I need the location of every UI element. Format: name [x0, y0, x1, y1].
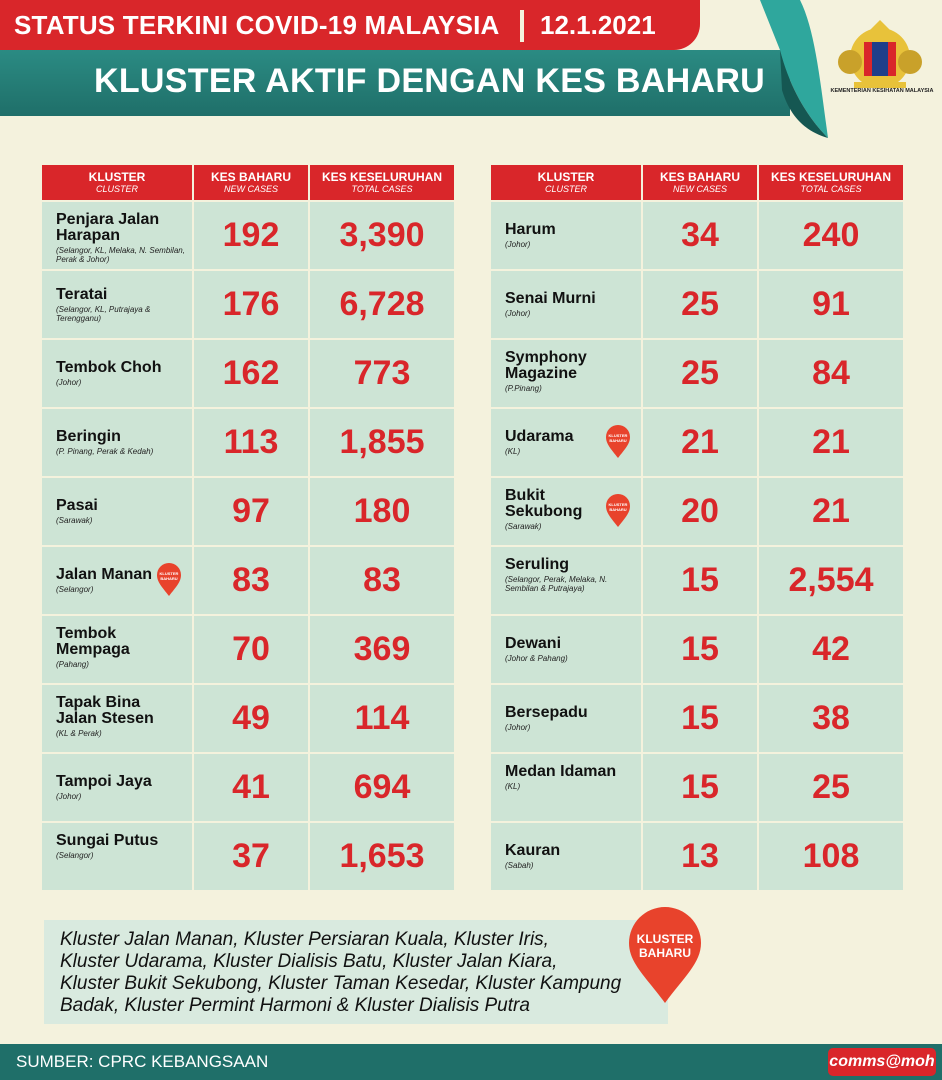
cluster-region: (Johor) — [56, 792, 82, 801]
source-label: SUMBER: CPRC KEBANGSAAN — [16, 1052, 269, 1071]
new-cases-value: 83 — [194, 547, 308, 614]
total-cases-value: 114 — [310, 685, 454, 752]
cluster-region: (Johor) — [56, 378, 82, 387]
total-cases-value: 180 — [310, 478, 454, 545]
new-cases-value: 41 — [194, 754, 308, 821]
table-header — [491, 165, 903, 200]
cluster-cell — [491, 478, 641, 545]
cluster-cell — [491, 271, 641, 338]
total-cases-value: 6,728 — [310, 271, 454, 338]
page-title: KLUSTER AKTIF DENGAN KES BAHARU — [94, 62, 766, 100]
table-row — [42, 685, 454, 752]
cluster-cell — [42, 478, 192, 545]
cluster-cell — [42, 271, 192, 338]
svg-text:BAHARU: BAHARU — [160, 576, 178, 581]
new-cases-value: 15 — [643, 754, 757, 821]
total-cases-value: 42 — [759, 616, 903, 683]
cluster-cell — [491, 547, 641, 614]
cluster-name: Harum — [505, 221, 556, 238]
table-row — [491, 685, 903, 752]
status-title: STATUS TERKINI COVID-19 MALAYSIA — [14, 10, 500, 40]
cluster-cell — [42, 616, 192, 683]
cluster-region: (Selangor) — [56, 851, 94, 860]
new-cluster-badge-icon — [605, 494, 631, 528]
note-line: Badak, Kluster Permint Harmoni & Kluster Dialisis Putra — [60, 995, 530, 1016]
header-cluster: KLUSTER CLUSTER — [42, 165, 192, 200]
cluster-cell — [491, 616, 641, 683]
cluster-region: (P.Pinang) — [505, 384, 542, 393]
total-cases-value: 1,855 — [310, 409, 454, 476]
cluster-cell — [42, 340, 192, 407]
cluster-cell — [491, 340, 641, 407]
cluster-region: (Selangor, Perak, Melaka, N. Sembilan & Putrajaya) — [505, 575, 608, 593]
total-cases-value: 2,554 — [759, 547, 903, 614]
svg-text:KLUSTER: KLUSTER — [608, 502, 628, 507]
report-date: 12.1.2021 — [520, 10, 656, 42]
total-cases-value: 694 — [310, 754, 454, 821]
new-cases-value: 192 — [194, 202, 308, 269]
cluster-region: (Johor & Pahang) — [505, 654, 568, 663]
total-cases-value: 240 — [759, 202, 903, 269]
cluster-name: Bersepadu — [505, 704, 588, 721]
svg-text:BAHARU: BAHARU — [609, 438, 627, 443]
table-row — [42, 823, 454, 890]
note-line: Kluster Jalan Manan, Kluster Persiaran Kuala, Kluster Iris, — [60, 929, 549, 950]
new-cases-value: 25 — [643, 340, 757, 407]
table-row — [491, 823, 903, 890]
cluster-name: Tembok Choh — [56, 359, 162, 376]
svg-text:BAHARU: BAHARU — [639, 946, 691, 960]
cluster-name: Tembok Mempaga — [56, 625, 130, 658]
cluster-table-right — [491, 165, 903, 892]
total-cases-value: 38 — [759, 685, 903, 752]
cluster-name: Senai Murni — [505, 290, 596, 307]
table-row — [491, 340, 903, 407]
new-cases-value: 15 — [643, 547, 757, 614]
total-cases-value: 83 — [310, 547, 454, 614]
note-line: Kluster Udarama, Kluster Dialisis Batu, Kluster Jalan Kiara, — [60, 951, 558, 972]
new-cases-value: 25 — [643, 271, 757, 338]
table-row — [491, 271, 903, 338]
cluster-cell — [491, 409, 641, 476]
cluster-region: (Selangor, KL, Melaka, N. Sembilan, Perak & Johor) — [56, 246, 185, 264]
total-cases-value: 3,390 — [310, 202, 454, 269]
total-cases-value: 108 — [759, 823, 903, 890]
cluster-region: (Sabah) — [505, 861, 534, 870]
new-cases-value: 15 — [643, 685, 757, 752]
cluster-region: (KL) — [505, 447, 521, 456]
cluster-name: Symphony Magazine — [505, 349, 587, 382]
table-header — [42, 165, 454, 200]
cluster-name: Tampoi Jaya — [56, 773, 152, 790]
new-cases-value: 113 — [194, 409, 308, 476]
total-cases-value: 369 — [310, 616, 454, 683]
new-cluster-badge-icon — [605, 425, 631, 459]
cluster-name: Udarama — [505, 428, 574, 445]
new-cases-value: 70 — [194, 616, 308, 683]
cluster-cell — [491, 202, 641, 269]
cluster-name: Bukit Sekubong — [505, 487, 583, 520]
new-cases-value: 162 — [194, 340, 308, 407]
cluster-name: Tapak Bina Jalan Stesen — [56, 694, 154, 727]
cluster-cell — [491, 823, 641, 890]
header-total-cases: KES KESELURUHAN TOTAL CASES — [310, 165, 454, 200]
cluster-cell — [42, 685, 192, 752]
cluster-table-left — [42, 165, 454, 892]
table-row — [491, 754, 903, 821]
table-row — [42, 271, 454, 338]
cluster-cell — [491, 685, 641, 752]
cluster-name: Penjara Jalan Harapan — [56, 211, 160, 244]
cluster-region: (Sarawak) — [56, 516, 93, 525]
table-row — [491, 409, 903, 476]
total-cases-value: 21 — [759, 409, 903, 476]
total-cases-value: 25 — [759, 754, 903, 821]
cluster-cell — [42, 547, 192, 614]
cluster-region: (Pahang) — [56, 660, 89, 669]
svg-text:BAHARU: BAHARU — [609, 507, 627, 512]
table-row — [42, 754, 454, 821]
header-new-cases: KES BAHARU NEW CASES — [194, 165, 308, 200]
cluster-region: (Johor) — [505, 723, 531, 732]
total-cases-value: 21 — [759, 478, 903, 545]
cluster-region: (Johor) — [505, 240, 531, 249]
table-row — [491, 478, 903, 545]
table-row — [42, 202, 454, 269]
cluster-name: Sungai Putus — [56, 832, 159, 849]
cluster-name: Medan Idaman — [505, 763, 617, 780]
cluster-name: Jalan Manan — [56, 566, 153, 583]
total-cases-value: 773 — [310, 340, 454, 407]
new-clusters-note — [44, 920, 668, 1024]
cluster-cell — [42, 202, 192, 269]
cluster-region: (Selangor) — [56, 585, 94, 594]
cluster-name: Beringin — [56, 428, 121, 445]
new-cases-value: 15 — [643, 616, 757, 683]
cluster-cell — [42, 823, 192, 890]
table-row — [491, 202, 903, 269]
header-total-cases: KES KESELURUHAN TOTAL CASES — [759, 165, 903, 200]
table-row — [491, 616, 903, 683]
brand-label: comms@moh — [828, 1048, 936, 1076]
cluster-cell — [491, 754, 641, 821]
total-cases-value: 84 — [759, 340, 903, 407]
table-row — [42, 340, 454, 407]
cluster-cell — [42, 754, 192, 821]
cluster-name: Kauran — [505, 842, 561, 859]
new-cases-value: 97 — [194, 478, 308, 545]
total-cases-value: 1,653 — [310, 823, 454, 890]
header-cluster: KLUSTER CLUSTER — [491, 165, 641, 200]
coat-of-arms-icon — [820, 18, 940, 98]
svg-text:KLUSTER: KLUSTER — [608, 433, 628, 438]
cluster-region: (KL & Perak) — [56, 729, 102, 738]
cluster-region: (Selangor, KL, Putrajaya & Terengganu) — [56, 304, 151, 323]
cluster-region: (P. Pinang, Perak & Kedah) — [56, 447, 154, 456]
table-row — [42, 547, 454, 614]
new-cases-value: 34 — [643, 202, 757, 269]
svg-text:KLUSTER: KLUSTER — [159, 571, 179, 576]
new-cases-value: 20 — [643, 478, 757, 545]
cluster-name: Pasai — [56, 497, 98, 514]
cluster-name: Seruling — [505, 556, 570, 573]
new-cluster-badge-icon — [156, 563, 182, 597]
cluster-name: Dewani — [505, 635, 562, 652]
note-line: Kluster Bukit Sekubong, Kluster Taman Kesedar, Kluster Kampung — [60, 973, 622, 994]
new-cases-value: 13 — [643, 823, 757, 890]
table-row — [42, 478, 454, 545]
cluster-region: (KL) — [505, 782, 521, 791]
table-row — [42, 409, 454, 476]
total-cases-value: 91 — [759, 271, 903, 338]
new-cases-value: 21 — [643, 409, 757, 476]
ministry-caption: KEMENTERIAN KESIHATAN MALAYSIA — [830, 88, 934, 94]
svg-text:KLUSTER: KLUSTER — [636, 932, 694, 946]
new-cases-value: 176 — [194, 271, 308, 338]
table-row — [491, 547, 903, 614]
new-cluster-badge-icon — [626, 905, 704, 1005]
cluster-cell — [42, 409, 192, 476]
cluster-region: (Johor) — [505, 309, 531, 318]
cluster-name: Teratai — [56, 285, 108, 303]
header-new-cases: KES BAHARU NEW CASES — [643, 165, 757, 200]
new-cases-value: 37 — [194, 823, 308, 890]
cluster-region: (Sarawak) — [505, 522, 542, 531]
table-row — [42, 616, 454, 683]
new-cases-value: 49 — [194, 685, 308, 752]
